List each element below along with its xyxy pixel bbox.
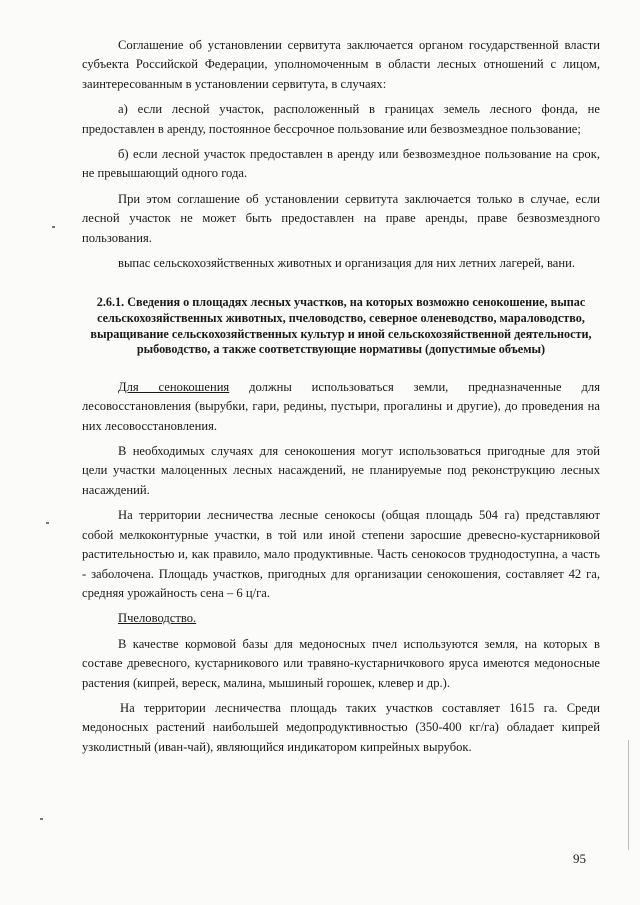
page-number: 95 [573, 851, 586, 866]
paragraph-haymaking-lands [82, 378, 600, 436]
paragraph-honey-plants-area: На территории лесничества площадь таких участков составляет 1615 га. Среди медоносных растений наибольшей медопродуктивностью (350-400 кг/га) обладает кипрей узколистный (иван-чай), являющийся индикатором кипрейных вырубок. [82, 700, 600, 754]
paragraph-haymaking-area: На территории лесничества лесные сенокосы (общая площадь 504 га) представляют собой мелкоконтурные участки, в той или иной степени заросшие древесно-кустарниковой растительностью и, как правило, мало продуктивные. Часть сенокосов труднодоступна, а часть - заболочена. Площадь участков, пригодных для организации сенокошения, составляет 42 га, средняя урожайность сена – 6 ц/га. [82, 508, 600, 600]
paragraph-haymaking-low-value: В необходимых случаях для сенокошения могут использоваться пригодные для этой цели участки малоценных лесных насаждений, не планируемые под реконструкцию лесных насаждений. [82, 444, 600, 497]
beekeeping-title: Пчеловодство. [118, 611, 197, 626]
scan-speck [46, 522, 49, 524]
scan-speck [52, 226, 55, 228]
paragraph-forage-base: В качестве кормовой базы для медоносных пчел используются земля, на которых в составе древесного, кустарникового или травяно-кустарничкового яруса имеются медоносные растения (кипрей, вереск, малина, мышиный горошек, клевер и др.). [82, 636, 600, 690]
paragraph-case-b: б) если лесной участок предоставлен в аренду или безвозмездное пользование на срок, не превышающий одного года. [82, 147, 600, 181]
subheading-beekeeping [82, 609, 600, 628]
scan-speck [40, 818, 43, 820]
paragraph-case-a: а) если лесной участок, расположенный в границах земель лесного фонда, не предоставлен в аренду, постоянное бессрочное пользование или безвозмездное пользование; [82, 102, 600, 136]
paragraph-servitude-condition: При этом соглашение об установлении сервитута заключается только в случае, если лесной участок не может быть предоставлен на праве аренды, праве безвозмездного пользования. [82, 191, 600, 245]
paragraph-grazing-note: выпас сельскохозяйственных животных и организация для них летних лагерей, вани. [118, 256, 575, 271]
page-content [82, 36, 600, 763]
paragraph-servitude-agreement: Соглашение об установлении сервитута заключается органом государственной власти субъекта Российской Федерации, уполномоченным в области лесных отношений с лицом, заинтересованным в установлении сервитута, в случаях: [82, 38, 600, 91]
haymaking-lands-text: должны использоваться земли, предназначенные для лесовосстановления (вырубки, гари, редины, пустыри, прогалины и другие), до проведения на них лесовосстановления. [82, 379, 600, 433]
section-heading: 2.6.1. Сведения о площадях лесных участков, на которых возможно сенокошение, выпас сельскохозяйственных животных, пчеловодство, северное оленеводство, мараловодство, выращивание сельскохозяйственных культур и иной сельскохозяйственной деятельности, рыбоводство, а также соответствующие нормативы (допустимые объемы) [90, 295, 592, 357]
haymaking-lead: Для сенокошения [118, 379, 230, 394]
scan-edge-line [628, 740, 629, 850]
